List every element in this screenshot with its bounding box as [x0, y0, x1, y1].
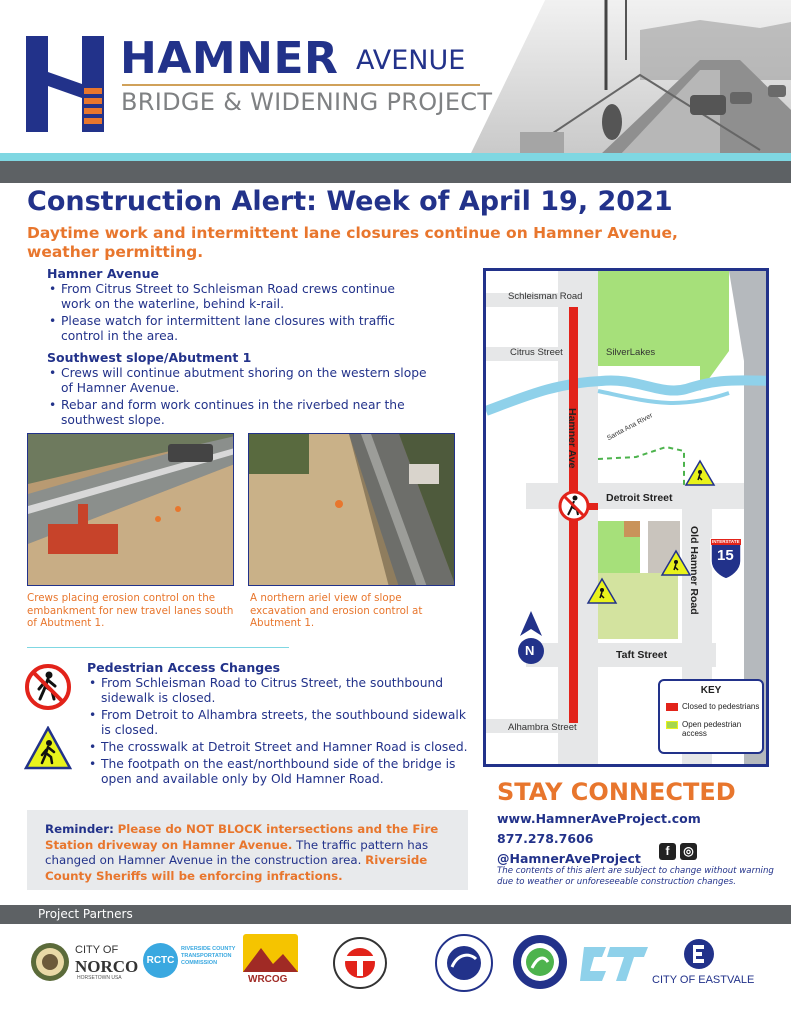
map-label-taft: Taft Street	[616, 649, 668, 661]
map-label-detroit: Detroit Street	[606, 492, 673, 504]
closure-map	[483, 268, 769, 767]
pedestrian-section-title: Pedestrian Access Changes	[87, 660, 281, 675]
project-subtitle: BRIDGE & WIDENING PROJECT	[121, 88, 493, 116]
list-item: • The footpath on the east/northbound side of the bridge is open and available only by Old Hamner Road.	[87, 757, 472, 787]
reminder-box	[27, 810, 468, 890]
southwest-bullet-list	[47, 366, 427, 430]
map-label-old-hamner: Old Hamner Road	[688, 526, 700, 615]
eastvale-logo-icon	[683, 938, 715, 970]
list-item: • Crews will continue abutment shoring on the western slope of Hamner Avenue.	[47, 366, 427, 396]
list-item: • Please watch for intermittent lane closures with traffic control in the area.	[47, 314, 427, 344]
alert-headline: Construction Alert: Week of April 19, 2021	[27, 186, 673, 217]
instagram-icon[interactable]: ◎	[680, 843, 697, 860]
map-key-title: KEY	[700, 685, 722, 696]
map-label-schleisman: Schleisman Road	[508, 291, 583, 302]
list-item: • Rebar and form work continues in the riverbed near the southwest slope.	[47, 398, 427, 428]
section-title-southwest: Southwest slope/Abutment 1	[47, 350, 252, 365]
norco-name: NORCO	[75, 957, 139, 976]
key-closed-label: Closed to pedestrians	[682, 702, 760, 711]
wrcog-label: WRCOG	[248, 974, 288, 985]
facebook-icon[interactable]: f	[659, 843, 676, 860]
header-banner	[0, 0, 791, 183]
reminder-traffic-pattern: The traffic pattern has changed on Hamner Avenue in the construction area.	[45, 837, 429, 867]
project-title: HAMNER	[120, 33, 339, 84]
interstate-number: 15	[717, 547, 734, 564]
title-rule	[122, 84, 480, 86]
header-teal-band	[0, 153, 791, 161]
reminder-lead: Reminder:	[45, 822, 114, 836]
map-label-silverlakes: SilverLakes	[606, 347, 656, 358]
photo-caption-1: Crews placing erosion control on the embankment for new travel lanes south of Abutment 1.	[27, 592, 234, 629]
pedestrian-open-icon	[24, 726, 72, 770]
project-logo-icon	[26, 36, 104, 132]
rctc-logo-icon: RCTC	[143, 943, 178, 978]
list-item: • From Detroit to Alhambra streets, the southbound sidewalk is closed.	[87, 708, 472, 738]
map-key	[658, 679, 764, 754]
project-title-avenue: AVENUE	[356, 45, 466, 76]
pedestrian-bullet-list	[87, 676, 472, 789]
hamner-bullet-list	[47, 282, 427, 346]
closed-swatch	[666, 703, 678, 711]
norco-tagline: HORSETOWN USA	[77, 975, 122, 981]
phone-number[interactable]: 877.278.7606	[497, 831, 594, 846]
open-swatch	[666, 721, 678, 729]
photo-caption-2: A northern ariel view of slope excavation and erosion control at Abutment 1.	[250, 592, 423, 629]
section-divider	[27, 647, 289, 648]
parks-district-seal-icon	[512, 932, 568, 992]
usdot-seal-icon	[434, 933, 494, 993]
rctc-name: RIVERSIDE COUNTY TRANSPORTATION COMMISSION	[181, 946, 236, 966]
interstate-label: INTERSTATE	[712, 539, 740, 544]
aerial-view-photo	[248, 433, 455, 586]
website-link[interactable]: www.HamnerAveProject.com	[497, 811, 701, 826]
partners-bar	[0, 905, 791, 924]
reminder-warning: Please do NOT BLOCK intersections and the Fire Station driveway on Hamner Avenue.	[45, 822, 439, 852]
caltrans-logo-icon	[580, 937, 650, 985]
map-label-alhambra: Alhambra Street	[508, 722, 577, 733]
section-title-hamner: Hamner Avenue	[47, 266, 159, 281]
header-gray-band	[0, 161, 791, 183]
partners-label: Project Partners	[38, 907, 133, 921]
list-item: • From Citrus Street to Schleisman Road crews continue work on the waterline, behind k-rail.	[47, 282, 427, 312]
norco-city-label: CITY OF	[75, 944, 119, 956]
list-item: • From Schleisman Road to Citrus Street, the southbound sidewalk is closed.	[87, 676, 472, 706]
map-label-hamner: Hamner Ave	[566, 408, 578, 469]
stay-connected-heading: STAY CONNECTED	[497, 778, 736, 806]
reminder-enforcement: Riverside County Sheriffs will be enforcing infractions.	[45, 853, 428, 883]
disclaimer-text: The contents of this alert are subject to change without warning due to weather or unforeseeable construction changes.	[497, 866, 774, 887]
alert-subhead: Daytime work and intermittent lane closures continue on Hamner Avenue, weather permitting.	[27, 224, 678, 261]
social-handle[interactable]: @HamnerAveProject	[497, 851, 641, 866]
north-arrow-icon: N	[525, 643, 535, 658]
erosion-control-photo	[27, 433, 234, 586]
key-open-label: Open pedestrian access	[682, 720, 742, 738]
map-label-citrus: Citrus Street	[510, 347, 563, 358]
list-item: • The crosswalk at Detroit Street and Hamner Road is closed.	[87, 740, 472, 755]
riverside-transportation-seal-icon	[320, 936, 400, 990]
eastvale-label: CITY OF EASTVALE	[652, 974, 755, 986]
no-pedestrian-icon	[24, 663, 72, 711]
map-label-river: Santa Ana River	[606, 412, 654, 443]
norco-seal-icon	[30, 942, 70, 982]
